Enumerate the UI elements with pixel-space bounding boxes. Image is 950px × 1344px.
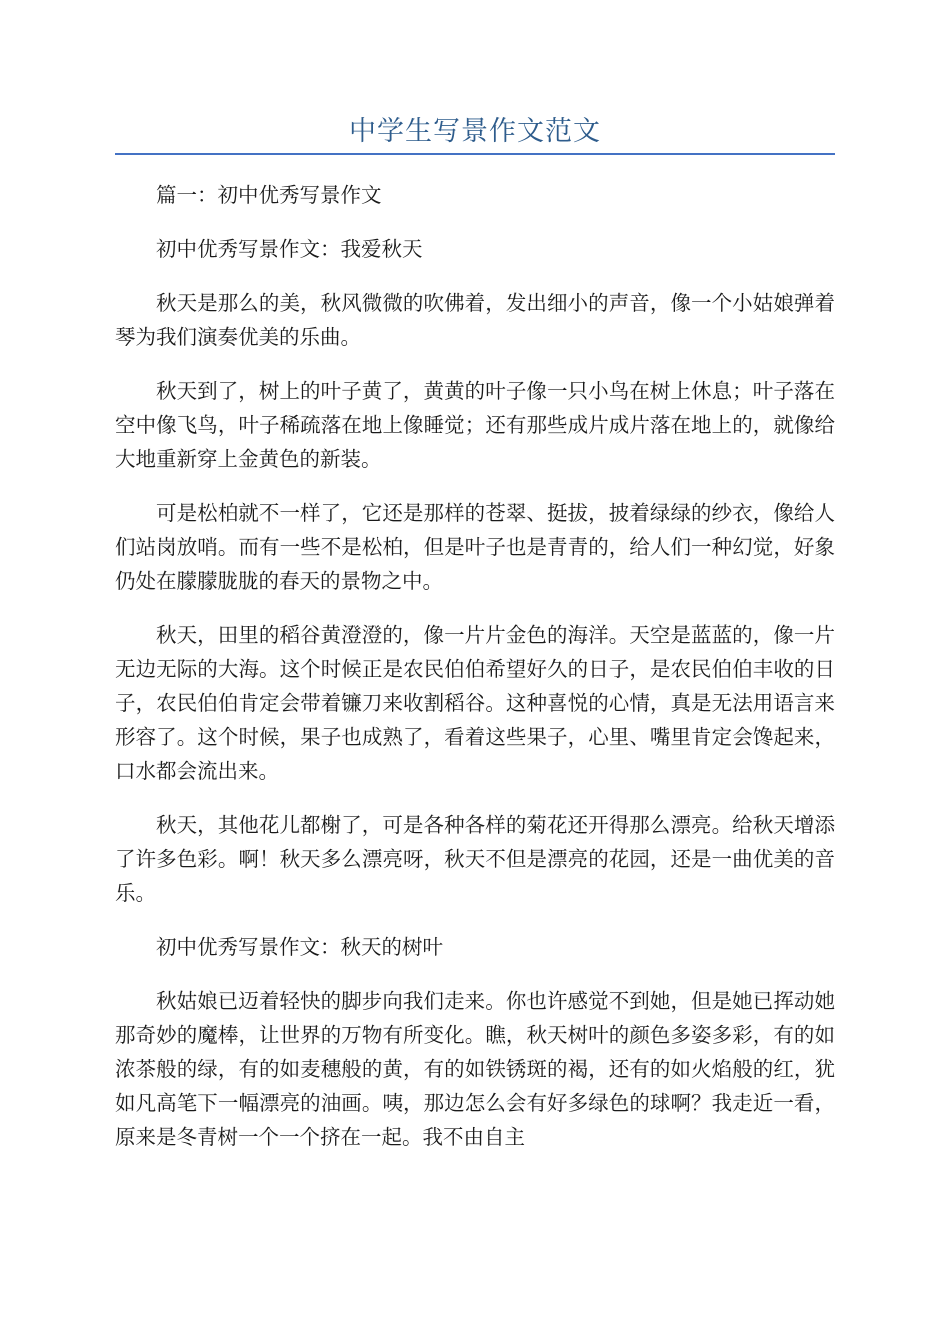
paragraph: 秋姑娘已迈着轻快的脚步向我们走来。你也许感觉不到她，但是她已挥动她那奇妙的魔棒，让世界的万物有所变化。瞧，秋天树叶的颜色多姿多彩，有的如浓茶般的绿，有的如麦穗般的黄，有的如铁锈斑的褐，还有的如火焰般的红，犹如凡高笔下一幅漂亮的油画。咦，那边怎么会有好多绿色的球啊？我走近一看，原来是冬青树一个一个挤在一起。我不由自主 — [115, 989, 835, 1149]
paragraph: 秋天，其他花儿都榭了，可是各种各样的菊花还开得那么漂亮。给秋天增添了许多色彩。啊！秋天多么漂亮呀，秋天不但是漂亮的花园，还是一曲优美的音乐。 — [115, 813, 835, 905]
title-underline — [115, 153, 835, 155]
paragraph: 可是松柏就不一样了，它还是那样的苍翠、挺拔，披着绿绿的纱衣，像给人们站岗放哨。而有一些不是松柏，但是叶子也是青青的，给人们一种幻觉，好象仍处在朦朦胧胧的春天的景物之中。 — [115, 501, 835, 593]
section-heading: 篇一：初中优秀写景作文 — [156, 183, 382, 207]
document-title: 中学生写景作文范文 — [349, 116, 601, 147]
document-body — [115, 178, 835, 1174]
paragraph: 秋天是那么的美，秋风微微的吹佛着，发出细小的声音，像一个小姑娘弹着琴为我们演奏优美的乐曲。 — [115, 291, 835, 349]
paragraph: 秋天，田里的稻谷黄澄澄的，像一片片金色的海洋。天空是蓝蓝的，像一片无边无际的大海。这个时候正是农民伯伯希望好久的日子，是农民伯伯丰收的日子，农民伯伯肯定会带着镰刀来收割稻谷。这种喜悦的心情，真是无法用语言来形容了。这个时候，果子也成熟了，看着这些果子，心里、嘴里肯定会馋起来，口水都会流出来。 — [115, 623, 835, 783]
essay-heading: 初中优秀写景作文：秋天的树叶 — [156, 935, 443, 959]
essay-heading: 初中优秀写景作文：我爱秋天 — [156, 237, 423, 261]
paragraph: 秋天到了，树上的叶子黄了，黄黄的叶子像一只小鸟在树上休息；叶子落在空中像飞鸟，叶子稀疏落在地上像睡觉；还有那些成片成片落在地上的，就像给大地重新穿上金黄色的新装。 — [115, 379, 835, 471]
